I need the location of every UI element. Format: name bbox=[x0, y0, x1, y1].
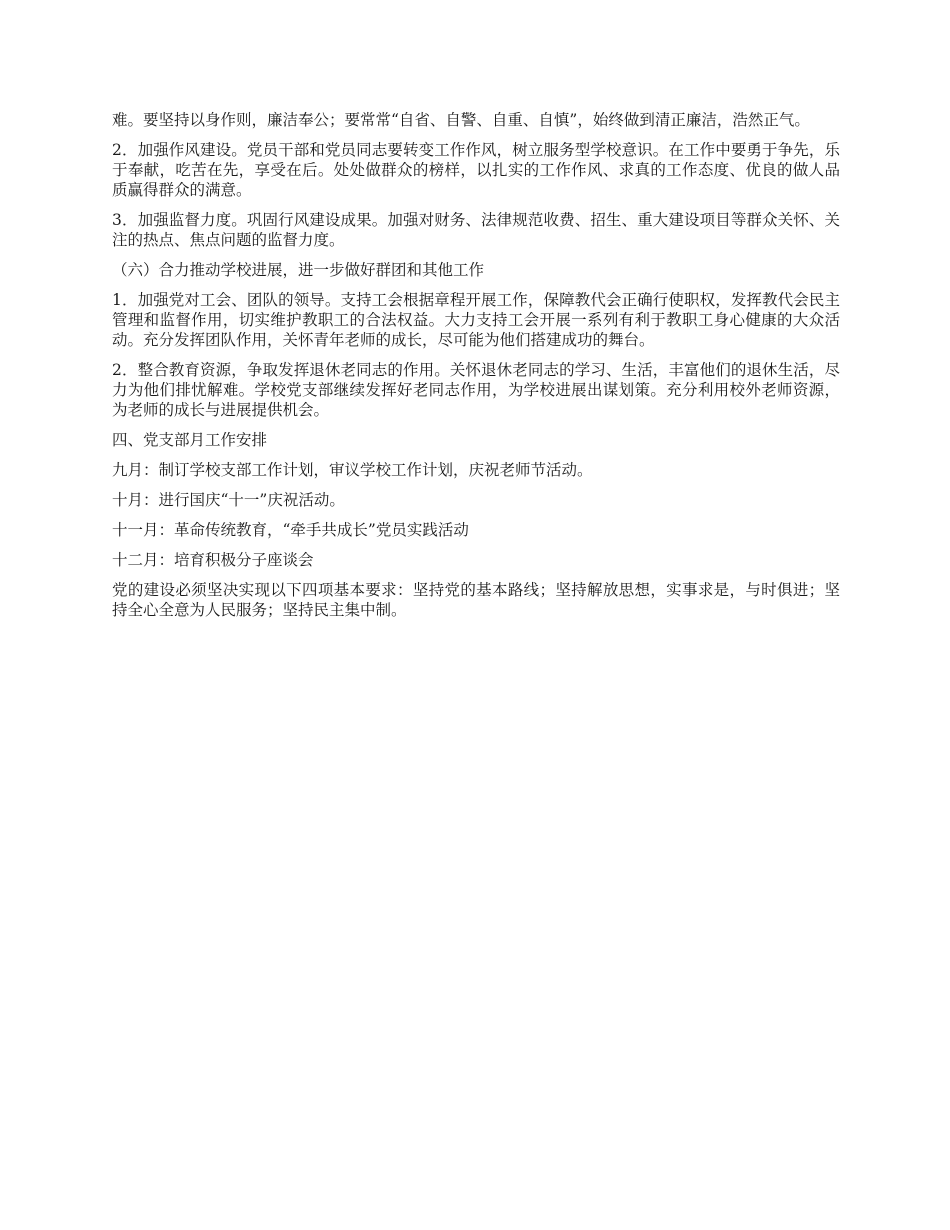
section-heading-monthly-plan: 四、党支部月工作安排 bbox=[112, 431, 268, 449]
paragraph-basic-requirements: 党的建设必须坚决实现以下四项基本要求：坚持党的基本路线；坚持解放思想，实事求是，与时俱进；坚持全心全意为人民服务；坚持民主集中制。 bbox=[112, 581, 840, 619]
schedule-december: 十二月：培育积极分子座谈会 bbox=[112, 551, 314, 569]
paragraph-supervision: 3．加强监督力度。巩固行风建设成果。加强对财务、法律规范收费、招生、重大建设项目等群众关怀、关注的热点、焦点问题的监督力度。 bbox=[112, 211, 840, 249]
section-heading-six: （六）合力推动学校进展，进一步做好群团和其他工作 bbox=[112, 261, 485, 279]
schedule-november: 十一月：革命传统教育，“牵手共成长”党员实践活动 bbox=[112, 521, 469, 539]
paragraph-retired-resources: 2．整合教育资源，争取发挥退休老同志的作用。关怀退休老同志的学习、生活，丰富他们的退休生活，尽力为他们排忧解难。学校党支部继续发挥好老同志作用，为学校进展出谋划策。充分利用校外老师资源，为老师的成长与进展提供机会。 bbox=[112, 361, 840, 419]
schedule-october: 十月：进行国庆“十一”庆祝活动。 bbox=[112, 491, 345, 509]
paragraph-union-leadership: 1．加强党对工会、团队的领导。支持工会根据章程开展工作，保障教代会正确行使职权，发挥教代会民主管理和监督作用，切实维护教职工的合法权益。大力支持工会开展一系列有利于教职工身心健康的大众活动。充分发挥团队作用，关怀青年老师的成长，尽可能为他们搭建成功的舞台。 bbox=[112, 291, 840, 349]
schedule-september: 九月：制订学校支部工作计划，审议学校工作计划，庆祝老师节活动。 bbox=[112, 461, 593, 479]
document-page bbox=[112, 110, 840, 630]
paragraph-integrity: 难。要坚持以身作则，廉洁奉公；要常常“自省、自警、自重、自慎”，始终做到清正廉洁，浩然正气。 bbox=[112, 111, 810, 129]
paragraph-work-style: 2．加强作风建设。党员干部和党员同志要转变工作作风，树立服务型学校意识。在工作中要勇于争先，乐于奉献，吃苦在先，享受在后。处处做群众的榜样，以扎实的工作作风、求真的工作态度、优良的做人品质赢得群众的满意。 bbox=[112, 141, 840, 199]
